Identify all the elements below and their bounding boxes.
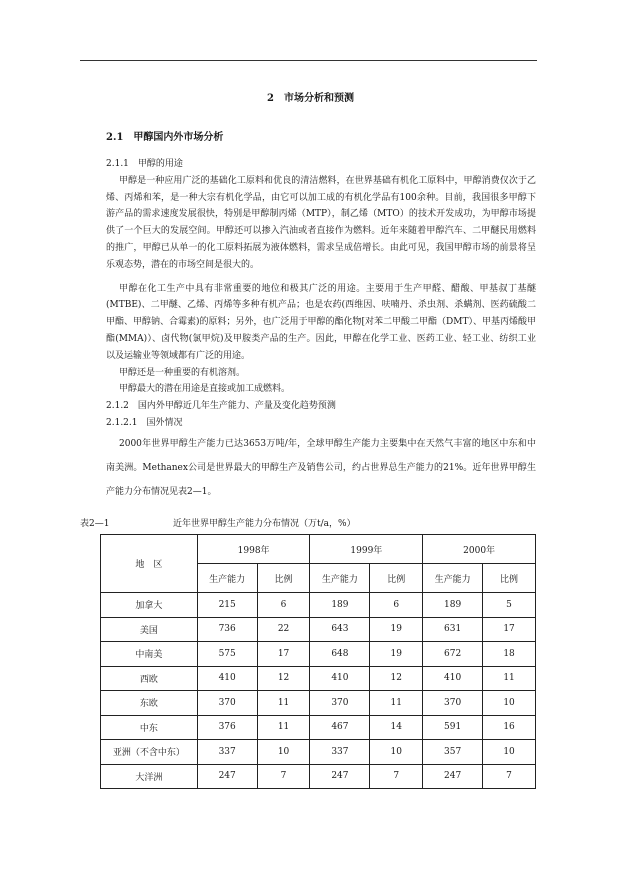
- value-cell: 370: [423, 691, 483, 716]
- capacity-header: 生产能力: [423, 564, 483, 593]
- value-cell: 16: [483, 715, 536, 740]
- value-cell: 376: [197, 715, 257, 740]
- value-cell: 6: [257, 593, 310, 618]
- year-header: 1998年: [197, 535, 310, 564]
- value-cell: 7: [370, 764, 423, 789]
- value-cell: 575: [197, 642, 257, 667]
- year-header: 2000年: [423, 535, 536, 564]
- value-cell: 370: [197, 691, 257, 716]
- value-cell: 247: [197, 764, 257, 789]
- chapter-heading: 2 市场分析和预测: [267, 93, 354, 104]
- value-cell: 17: [483, 617, 536, 642]
- value-cell: 410: [423, 666, 483, 691]
- region-header: 地 区: [101, 535, 198, 593]
- region-cell: 美国: [101, 617, 198, 642]
- region-cell: 中东: [101, 715, 198, 740]
- capacity-header: 生产能力: [310, 564, 370, 593]
- value-cell: 648: [310, 642, 370, 667]
- table-row: [101, 617, 536, 642]
- table-row: [101, 764, 536, 789]
- table-row: [101, 691, 536, 716]
- value-cell: 736: [197, 617, 257, 642]
- value-cell: 6: [370, 593, 423, 618]
- header-rule: [80, 60, 537, 61]
- capacity-header: 生产能力: [197, 564, 257, 593]
- table-caption: 近年世界甲醇生产能力分布情况（万t/a，%）: [173, 519, 356, 529]
- value-cell: 410: [197, 666, 257, 691]
- ratio-header: 比例: [257, 564, 310, 593]
- value-cell: 631: [423, 617, 483, 642]
- value-cell: 22: [257, 617, 310, 642]
- value-cell: 5: [483, 593, 536, 618]
- table-row: [101, 740, 536, 765]
- section-heading: 2.1 甲醇国内外市场分析: [106, 132, 224, 143]
- value-cell: 467: [310, 715, 370, 740]
- paragraph-solvent: 甲醇还是一种重要的有机溶剂。: [119, 367, 246, 378]
- value-cell: 10: [370, 740, 423, 765]
- value-cell: 247: [310, 764, 370, 789]
- region-cell: 加拿大: [101, 593, 198, 618]
- table-row: [101, 666, 536, 691]
- value-cell: 17: [257, 642, 310, 667]
- value-cell: 18: [483, 642, 536, 667]
- value-cell: 19: [370, 617, 423, 642]
- table-row: [101, 715, 536, 740]
- table-row: [101, 593, 536, 618]
- value-cell: 337: [310, 740, 370, 765]
- subsection-2-1-2: 2.1.2 国内外甲醇近几年生产能力、产量及变化趋势预测: [106, 401, 336, 412]
- value-cell: 11: [257, 691, 310, 716]
- value-cell: 189: [310, 593, 370, 618]
- table-label: 表2—1: [80, 519, 110, 529]
- value-cell: 410: [310, 666, 370, 691]
- value-cell: 7: [483, 764, 536, 789]
- value-cell: 11: [370, 691, 423, 716]
- region-cell: 东欧: [101, 691, 198, 716]
- subsection-2-1-2-1: 2.1.2.1 国外情况: [106, 417, 183, 428]
- value-cell: 11: [257, 715, 310, 740]
- value-cell: 12: [257, 666, 310, 691]
- year-header: 1999年: [310, 535, 423, 564]
- value-cell: 337: [197, 740, 257, 765]
- ratio-header: 比例: [370, 564, 423, 593]
- value-cell: 189: [423, 593, 483, 618]
- value-cell: 11: [483, 666, 536, 691]
- table-row: [101, 642, 536, 667]
- value-cell: 643: [310, 617, 370, 642]
- value-cell: 7: [257, 764, 310, 789]
- value-cell: 12: [370, 666, 423, 691]
- value-cell: 10: [483, 740, 536, 765]
- paragraph-fuel: 甲醇最大的潜在用途是直接或加工成燃料。: [119, 384, 291, 395]
- paragraph-world-capacity: 2000年世界甲醇生产能力已达3653万吨/年，全球甲醇生产能力主要集中在天然气丰富的地区中东和中南美洲。Methanex公司是世界最大的甲醇生产及销售公司，约占世界总生产能力的21%。近年世界甲醇生产能力分布情况见表2—1。: [106, 438, 536, 497]
- value-cell: 10: [483, 691, 536, 716]
- region-cell: 亚洲（不含中东）: [101, 740, 198, 765]
- value-cell: 672: [423, 642, 483, 667]
- paragraph-applications: 甲醇在化工生产中具有非常重要的地位和极其广泛的用途。主要用于生产甲醛、醋酸、甲基叔丁基醚(MTBE)、二甲醚、乙烯、丙烯等多种有机产品；也是农药(西维因、呋喃丹、杀虫剂、杀螨剂、医药硫酸二甲酯、甲醇钠、合霉素)的原料；另外，也广泛用于甲醇的酯化物[对苯二甲酸二甲酯（DMT）、甲基丙烯酸甲酯(MMA)）、卤代物(氯甲烷)及甲胺类产品的生产。因此，甲醇在化学工业、医药工业、轻工业、纺织工业以及运输业等领域都有广泛的用途。: [106, 283, 536, 361]
- value-cell: 14: [370, 715, 423, 740]
- text-body: [106, 156, 536, 504]
- ratio-header: 比例: [483, 564, 536, 593]
- value-cell: 591: [423, 715, 483, 740]
- value-cell: 370: [310, 691, 370, 716]
- region-cell: 中南美: [101, 642, 198, 667]
- value-cell: 215: [197, 593, 257, 618]
- region-cell: 西欧: [101, 666, 198, 691]
- region-cell: 大洋洲: [101, 764, 198, 789]
- value-cell: 19: [370, 642, 423, 667]
- value-cell: 10: [257, 740, 310, 765]
- value-cell: 247: [423, 764, 483, 789]
- subsection-2-1-1: 2.1.1 甲醇的用途: [106, 159, 183, 169]
- value-cell: 357: [423, 740, 483, 765]
- capacity-table: [100, 534, 536, 789]
- paragraph-uses: 甲醇是一种应用广泛的基础化工原料和优良的清洁燃料，在世界基础有机化工原料中，甲醇消费仅次于乙烯、丙烯和苯，是一种大宗有机化学品，由它可以加工成的有机化学品有100余种。目前，我国很多甲醇下游产品的需求速度发展很快，特别是甲醇制丙烯（MTP），制乙烯（MTO）的技术开发成功，为甲醇市场提供了一个巨大的发展空间。甲醇还可以掺入汽油或者直接作为燃料。近年来随着甲醇汽车、二甲醚民用燃料的推广，甲醇已从单一的化工原料拓展为液体燃料，需求呈成倍增长。由此可见，我国甲醇市场的前景将呈乐观态势，潜在的市场空间是很大的。: [106, 175, 536, 270]
